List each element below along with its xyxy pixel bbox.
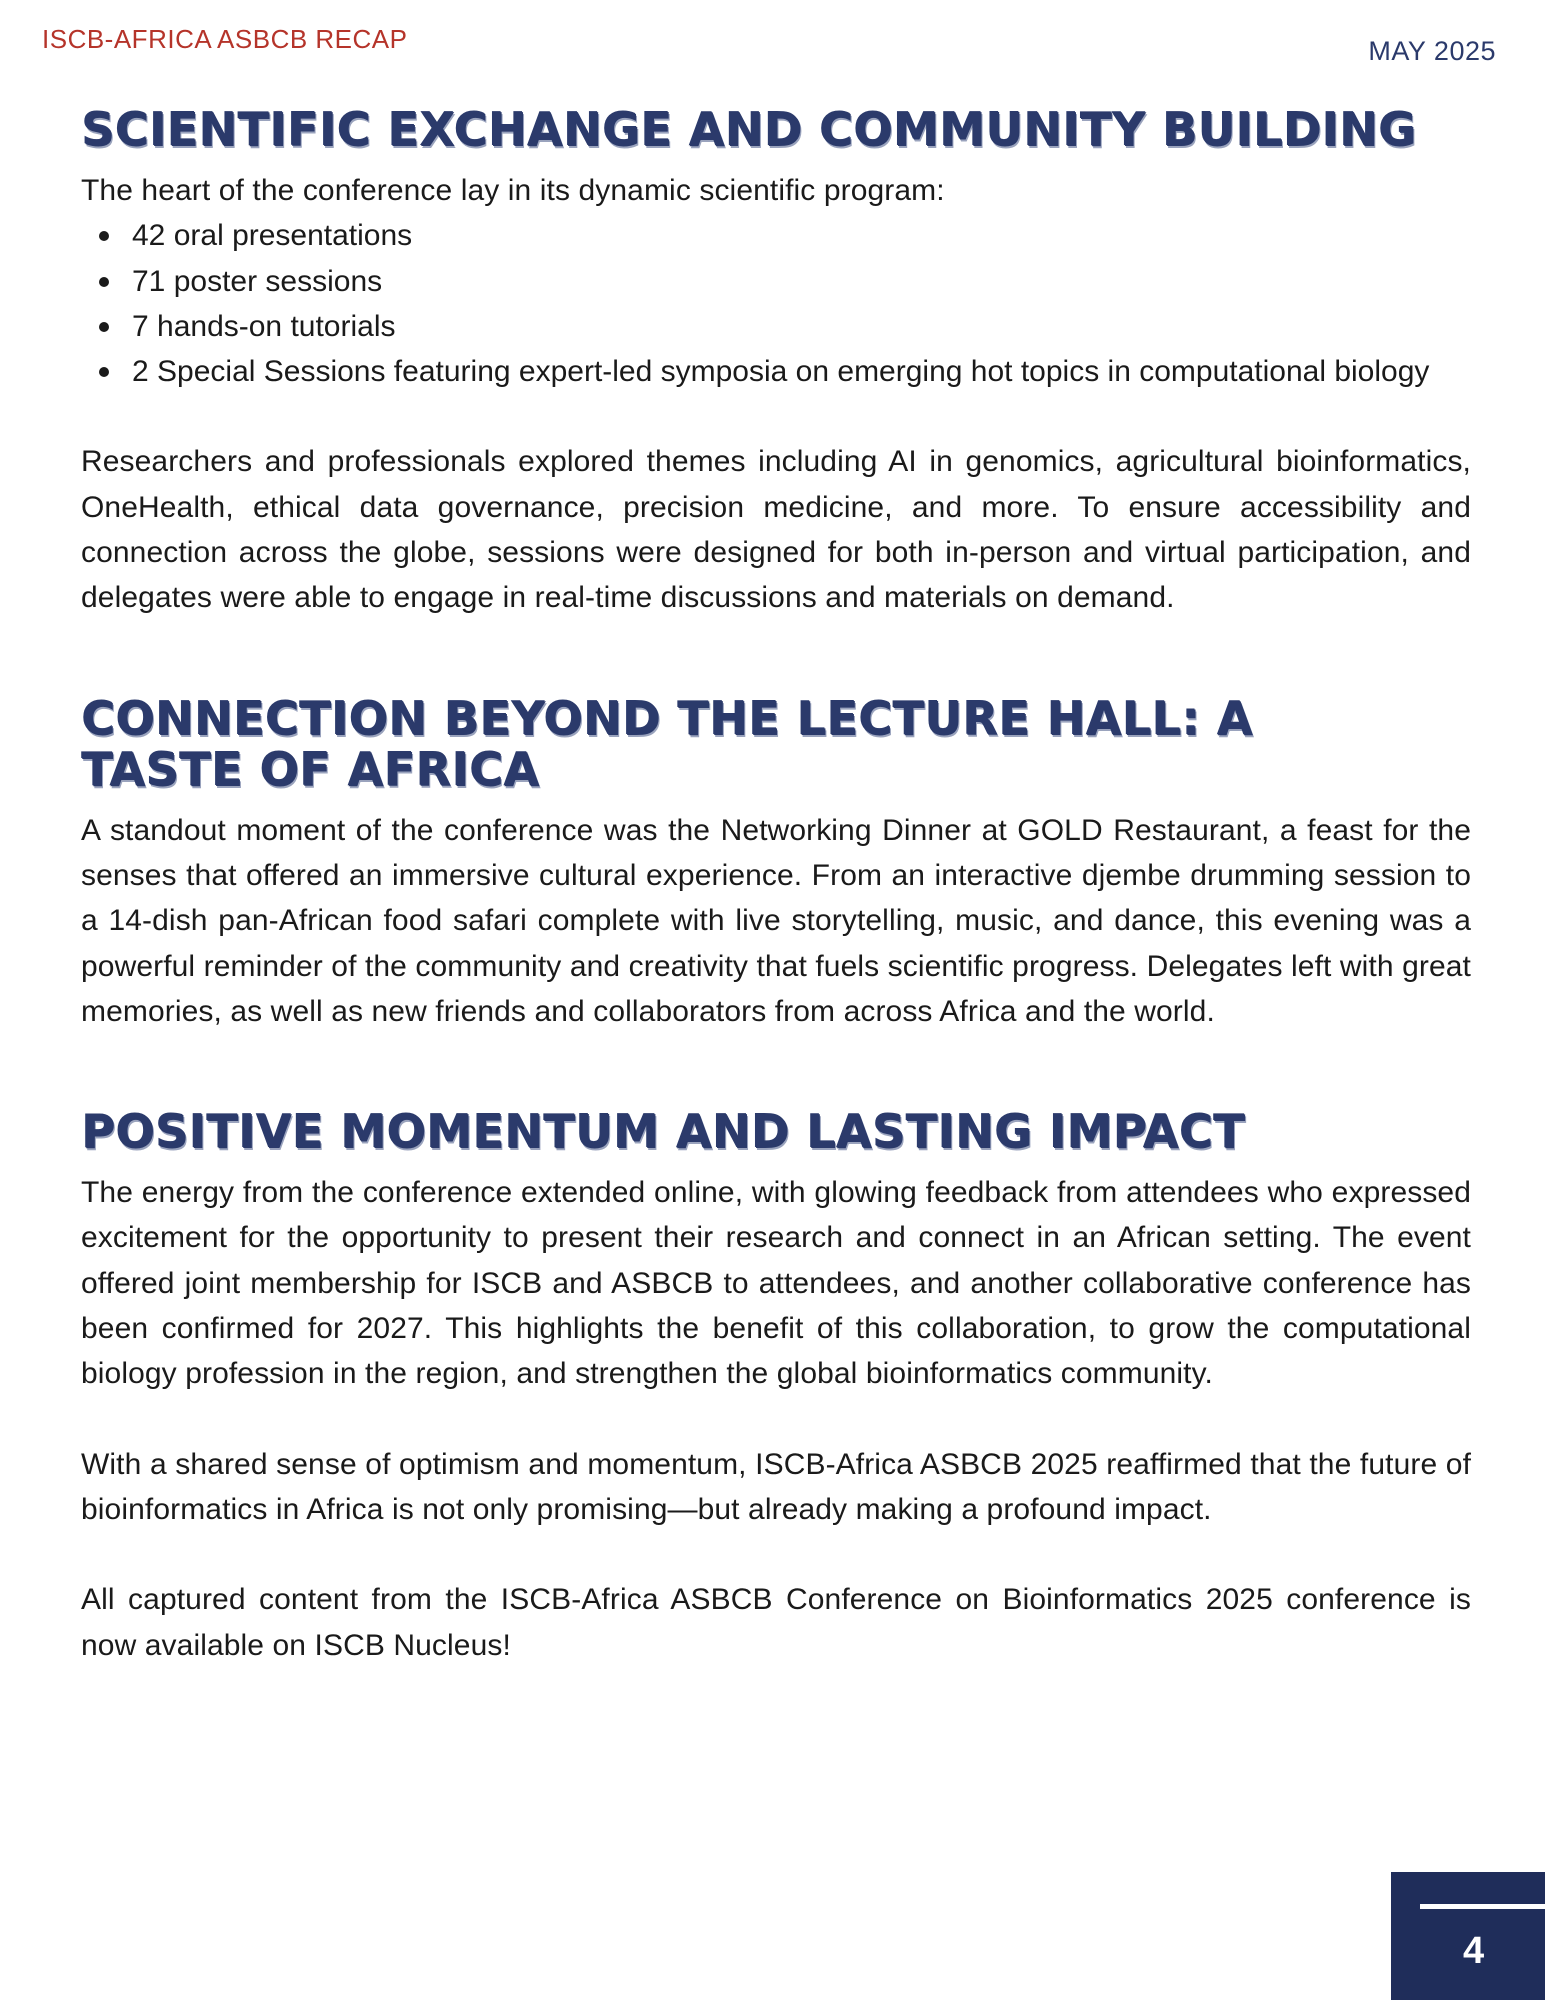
list-item: 2 Special Sessions featuring expert-led symposia on emerging hot topics in computational biology (81, 349, 1471, 394)
section-heading-connection: CONNECTION BEYOND THE LECTURE HALL: A TASTE OF AFRICA (81, 690, 1253, 796)
section-heading-momentum: POSITIVE MOMENTUM AND LASTING IMPACT (81, 1104, 1245, 1159)
paragraph: Researchers and professionals explored themes including AI in genomics, agricultural bioinformatics, OneHealth, ethical data governance, precision medicine, and more. To ensure accessibility and connection across the globe, sessions were designed for both in-person and virtual participation, and delegates were able to engage in real-time discussions and materials on demand. (81, 445, 1471, 615)
section-intro: The heart of the conference lay in its dynamic scientific program: (81, 174, 945, 207)
paragraph: With a shared sense of optimism and momentum, ISCB-Africa ASBCB 2025 reaffirmed that the future of bioinformatics in Africa is not only promising—but already making a profound impact. (81, 1447, 1471, 1526)
section-heading-scientific-exchange: SCIENTIFIC EXCHANGE AND COMMUNITY BUILDING (81, 102, 1417, 156)
divider (1420, 1904, 1545, 1909)
page-number-box (1391, 1872, 1545, 2000)
list-item: 42 oral presentations (81, 213, 1471, 258)
header-title: ISCB-AFRICA ASBCB RECAP (42, 24, 408, 54)
paragraph: The energy from the conference extended online, with glowing feedback from attendees who expressed excitement for the opportunity to present their research and connect in an African setting. The event offered joint membership for ISCB and ASBCB to attendees, and another collaborative conference has been confirmed for 2027. This highlights the benefit of this collaboration, to grow the computational biology profession in the region, and strengthen the global bioinformatics community. (81, 1176, 1471, 1391)
list-item: 71 poster sessions (81, 259, 1471, 304)
page-number: 4 (1463, 1930, 1485, 1972)
paragraph: All captured content from the ISCB-Africa ASBCB Conference on Bioinformatics 2025 conference is now available on ISCB Nucleus! (81, 1583, 1471, 1662)
paragraph: A standout moment of the conference was the Networking Dinner at GOLD Restaurant, a feast for the senses that offered an immersive cultural experience. From an interactive djembe drumming session to a 14-dish pan-African food safari complete with live storytelling, music, and dance, this evening was a powerful reminder of the community and creativity that fuels scientific progress. Delegates left with great memories, as well as new friends and collaborators from across Africa and the world. (81, 813, 1471, 1028)
header-date: MAY 2025 (1368, 36, 1496, 66)
list-item: 7 hands-on tutorials (81, 304, 1471, 349)
article-body (81, 104, 1471, 1668)
program-list (81, 213, 1471, 394)
